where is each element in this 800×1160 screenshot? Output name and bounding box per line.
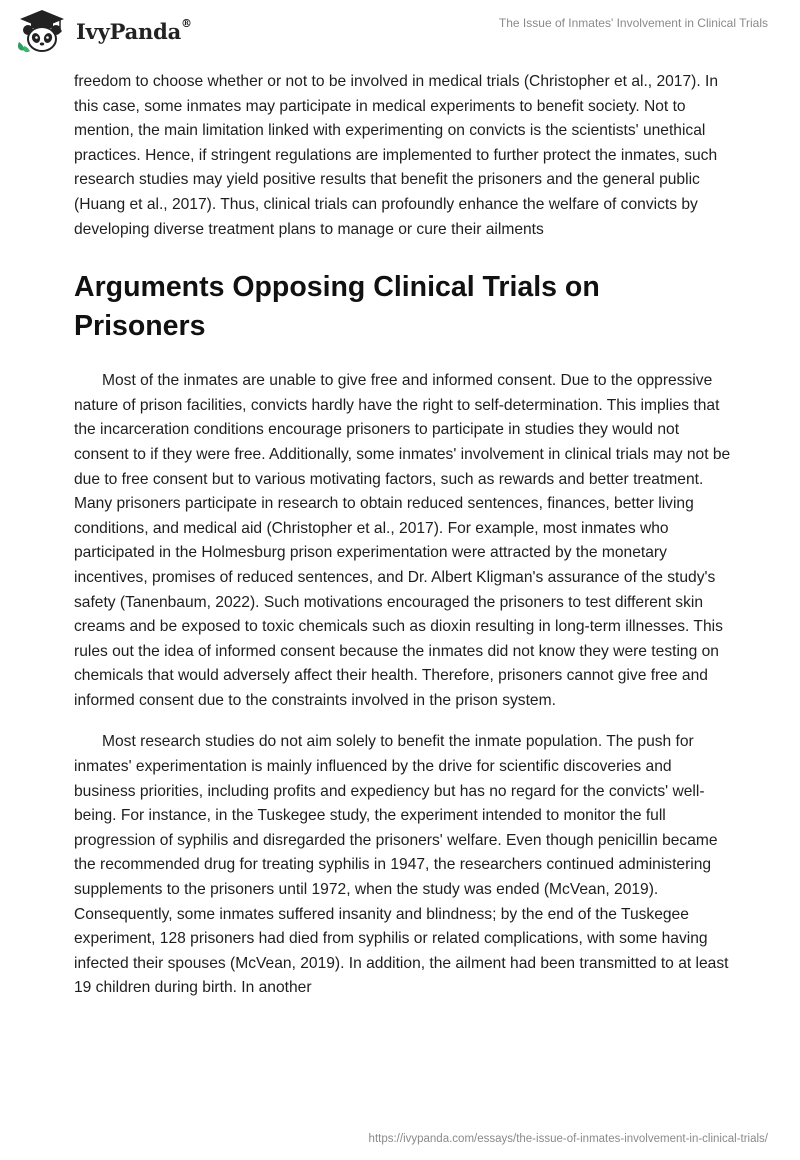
document-title: The Issue of Inmates' Involvement in Clinical Trials <box>498 16 768 30</box>
brand-name-text: IvyPanda <box>76 18 182 44</box>
ivypanda-logo[interactable] <box>16 8 192 54</box>
body-paragraph-consent: Most of the inmates are unable to give free and informed consent. Due to the oppressive nature of prison facilities, convicts hardly have the right to self-determination. This implies that the incarceration conditions encourage prisoners to participate in studies they would not consent to if they were free. Additionally, some inmates' involvement in clinical trials may not be due to free consent but to various motivating factors, such as rewards and better treatment. Many prisoners participate in research to obtain reduced sentences, finances, better living conditions, and medical aid (Christopher et al., 2017). For example, most inmates who participated in the Holmesburg prison experimentation were attracted by the monetary incentives, promises of reduced sentences, and Dr. Albert Kligman's assurance of the study's safety (Tanenbaum, 2022). Such motivations encouraged the prisoners to test different skin creams and be exposed to toxic chemicals such as dioxin resulting in long-term illnesses. This rules out the idea of informed consent because the inmates did not know they were testing on chemicals that would adversely affect their health. Therefore, prisoners cannot give free and informed consent due to the constraints involved in the prison system. <box>74 372 731 709</box>
section-heading: Arguments Opposing Clinical Trials on Prisoners <box>74 271 600 342</box>
intro-paragraph: freedom to choose whether or not to be involved in medical trials (Christopher et al., 2017). In this case, some inmates may participate in medical experiments to benefit society. Not to mention, the main limitation linked with experimenting on convicts is the scientists' unethical practices. Hence, if stringent regulations are implemented to further protect the inmates, such research studies may yield positive results that benefit the prisoners and the general public (Huang et al., 2017). Thus, clinical trials can profoundly enhance the welfare of convicts by developing diverse treatment plans to manage or cure their ailments <box>74 73 719 238</box>
body-paragraph-benefit: Most research studies do not aim solely to benefit the inmate population. The push for inmates' experimentation is mainly influenced by the drive for scientific discoveries and business priorities, including profits and expediency but has no regard for the convicts' well-being. For instance, in the Tuskegee study, the experiment intended to monitor the full progression of syphilis and disregarded the prisoners' welfare. Even though penicillin became the recommended drug for treating syphilis in 1947, the researchers continued administering supplements to the prisoners until 1972, when the study was ended (McVean, 2019). Consequently, some inmates suffered insanity and blindness; by the end of the Tuskegee experiment, 128 prisoners had died from syphilis or related complications, with some having infected their spouses (McVean, 2019). In addition, the ailment had been transmitted to at least 19 children during birth. In another <box>74 733 729 997</box>
panda-graduate-logo-icon <box>16 8 68 54</box>
page-header <box>0 0 800 60</box>
source-url[interactable]: https://ivypanda.com/essays/the-issue-of-inmates-involvement-in-clinical-trials/ <box>368 1133 768 1145</box>
brand-name <box>76 16 192 44</box>
essay-content <box>74 70 734 1001</box>
registered-mark: ® <box>181 16 192 30</box>
